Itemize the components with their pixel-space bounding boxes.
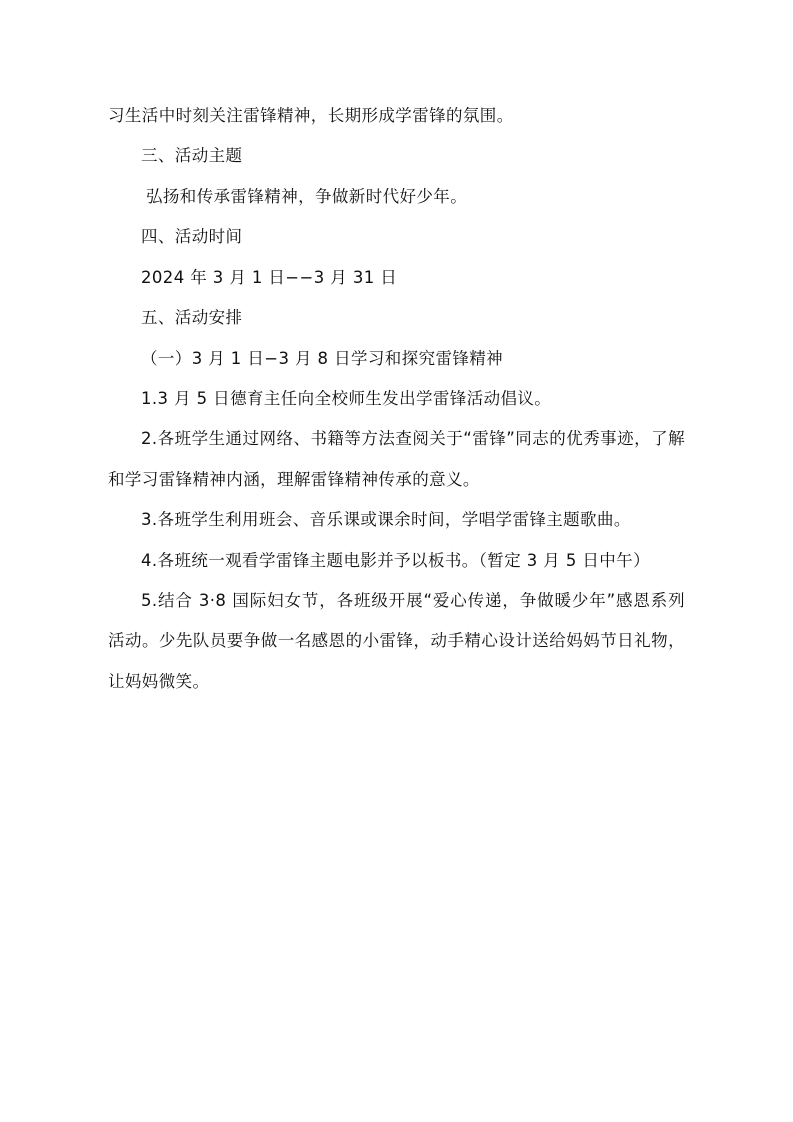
paragraph-continuation-learning-atmosphere: 习生活中时刻关注雷锋精神，长期形成学雷锋的氛围。 (108, 106, 514, 125)
paragraph-activity-theme-content: 弘扬和传承雷锋精神，争做新时代好少年。 (146, 186, 468, 206)
heading-section-four-activity-time: 四、活动时间 (141, 227, 243, 247)
list-item-2-research: 2.各班学生通过网络、书籍等方法查阅关于“雷锋”同志的优秀事迹，了解和学习雷锋精神内涵，理解雷锋精神传承的意义。 (108, 429, 685, 489)
heading-section-five-activity-arrangement: 五、活动安排 (141, 308, 243, 328)
list-item-3-songs: 3.各班学生利用班会、音乐课或课余时间，学唱学雷锋主题歌曲。 (141, 510, 631, 530)
heading-section-three-activity-theme: 三、活动主题 (141, 146, 243, 166)
list-item-4-movie: 4.各班统一观看学雷锋主题电影并予以板书。（暂定 3 月 5 日中午） (141, 550, 650, 570)
list-item-5-womens-day: 5.结合 3·8 国际妇女节，各班级开展“爱心传递，争做暖少年”感恩系列活动。少先队员要争做一名感恩的小雷锋，动手精心设计送给妈妈节日礼物，让妈妈微笑。 (108, 591, 685, 691)
document-body (108, 96, 685, 702)
heading-subsection-one-study-spirit: （一）3 月 1 日−3 月 8 日学习和探究雷锋精神 (141, 348, 504, 368)
paragraph-activity-date-range: 2024 年 3 月 1 日−−3 月 31 日 (141, 267, 398, 287)
list-item-1-proposal: 1.3 月 5 日德育主任向全校师生发出学雷锋活动倡议。 (141, 388, 552, 408)
